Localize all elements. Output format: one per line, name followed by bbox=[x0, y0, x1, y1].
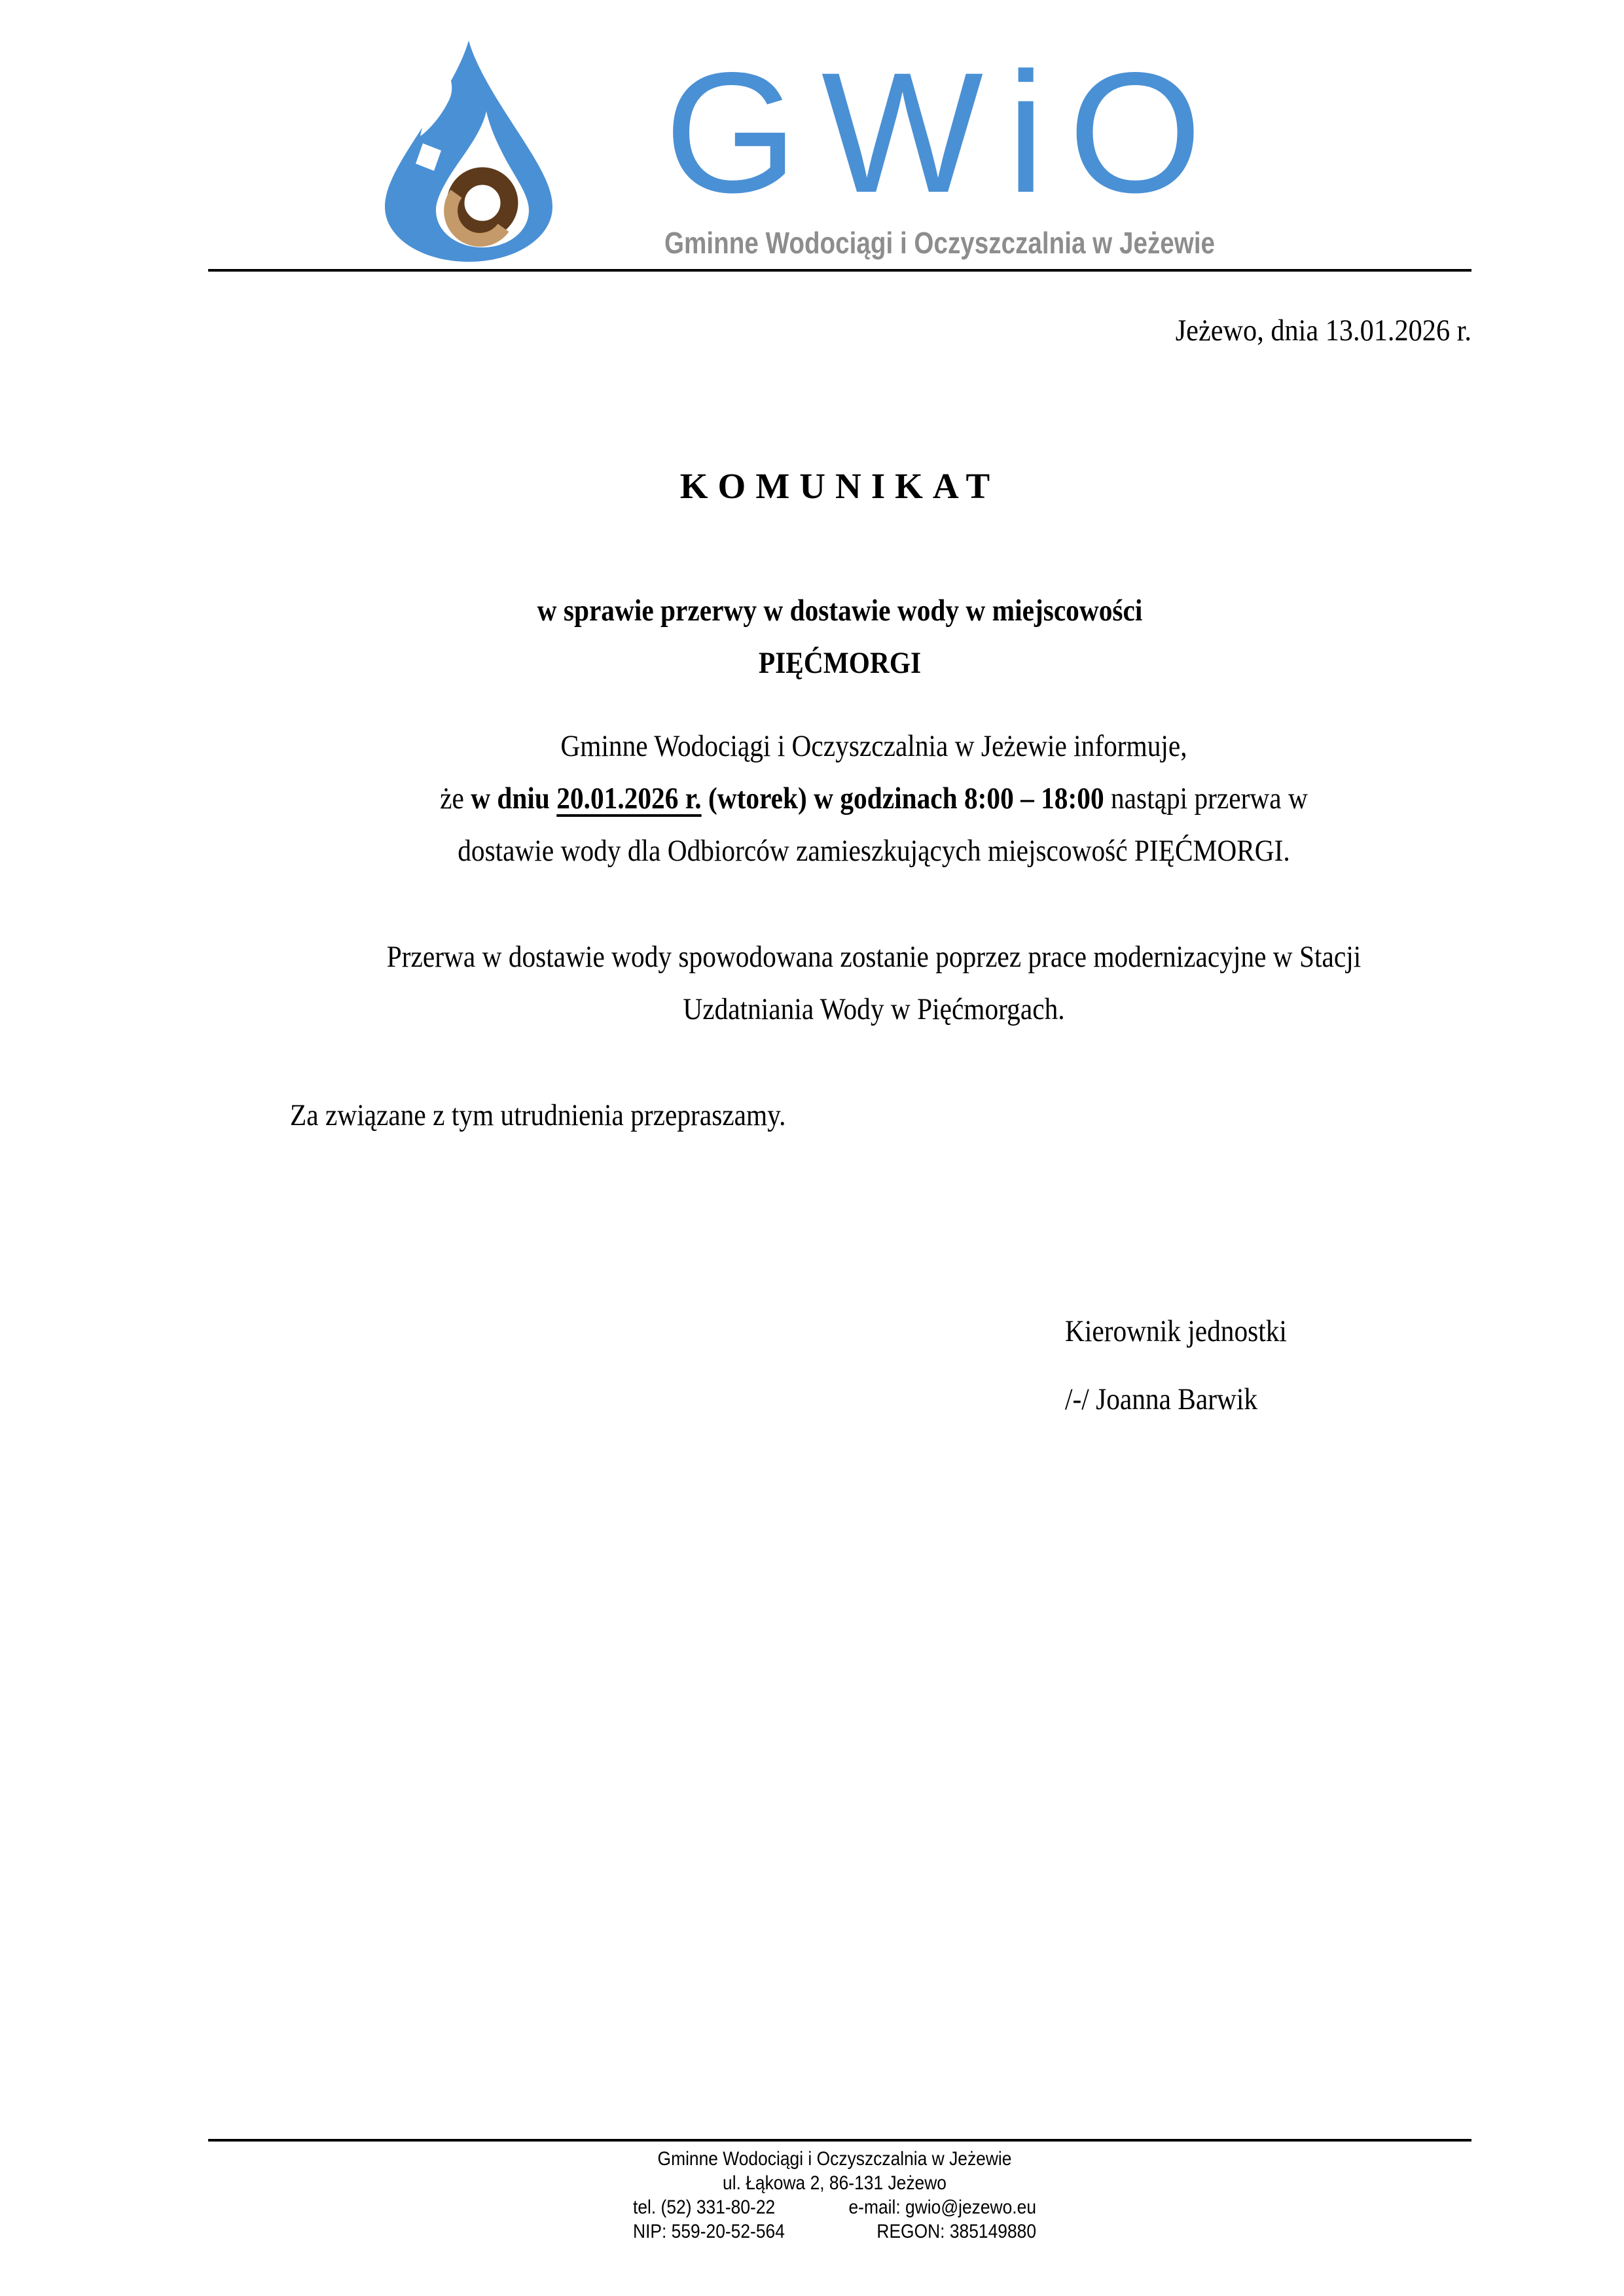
footer-contact-row bbox=[633, 2195, 1036, 2219]
water-drop-logo-icon bbox=[383, 38, 554, 264]
logo-text-block bbox=[664, 38, 1320, 264]
body-line: Gminne Wodociągi i Oczyszczalnia w Jeżewie informuje, bbox=[560, 729, 1187, 763]
footer-nip: NIP: 559-20-52-564 bbox=[633, 2221, 785, 2242]
header-divider bbox=[208, 269, 1471, 272]
date-line: Jeżewo, dnia 13.01.2026 r. bbox=[1175, 314, 1471, 348]
body-line: Za związane z tym utrudnienia przepraszamy. bbox=[290, 1098, 786, 1132]
body-paragraph-2 bbox=[275, 931, 1473, 1035]
body-line: dostawie wody dla Odbiorców zamieszkujących miejscowość PIĘĆMORGI. bbox=[458, 834, 1290, 868]
subject-block bbox=[208, 584, 1471, 689]
footer-registry-row bbox=[633, 2219, 1036, 2244]
logo bbox=[383, 38, 1320, 264]
logo-subtitle: Gminne Wodociągi i Oczyszczalnia w Jeżewie bbox=[664, 226, 1216, 260]
footer-regon: REGON: 385149880 bbox=[876, 2221, 1036, 2242]
subject-line-2: PIĘĆMORGI bbox=[758, 646, 922, 680]
logo-acronym: GWiO bbox=[664, 37, 1226, 228]
subject-line-1: w sprawie przerwy w dostawie wody w miejscowości bbox=[537, 594, 1143, 628]
signature-role: Kierownik jednostki bbox=[1065, 1314, 1287, 1348]
body-text-segment: że bbox=[440, 781, 471, 816]
footer-block bbox=[633, 2147, 1036, 2244]
body-line: Przerwa w dostawie wody spowodowana zostanie poprzez prace modernizacyjne w Stacji bbox=[386, 940, 1362, 974]
page-title: KOMUNIKAT bbox=[679, 466, 1000, 506]
body-paragraph-1 bbox=[275, 720, 1473, 877]
signature-name: /-/ Joanna Barwik bbox=[1065, 1382, 1258, 1416]
body-line: Uzdatniania Wody w Pięćmorgach. bbox=[683, 992, 1065, 1026]
footer-divider bbox=[208, 2139, 1471, 2142]
signature-block bbox=[1065, 1297, 1317, 1433]
body-text-segment: nastąpi przerwa w bbox=[1104, 781, 1308, 816]
footer-phone: tel. (52) 331-80-22 bbox=[633, 2197, 776, 2218]
body-text-segment-bold: (wtorek) w godzinach 8:00 – 18:00 bbox=[701, 781, 1104, 816]
body-text-segment-bold: w dniu bbox=[471, 781, 557, 816]
body-paragraph-3 bbox=[290, 1089, 854, 1141]
interruption-date: 20.01.2026 r. bbox=[556, 781, 702, 816]
footer-org-name: Gminne Wodociągi i Oczyszczalnia w Jeżewie bbox=[657, 2148, 1012, 2170]
body-line bbox=[347, 772, 1401, 825]
footer-email: e-mail: gwio@jezewo.eu bbox=[848, 2197, 1036, 2218]
footer-address: ul. Łąkowa 2, 86-131 Jeżewo bbox=[723, 2172, 947, 2194]
